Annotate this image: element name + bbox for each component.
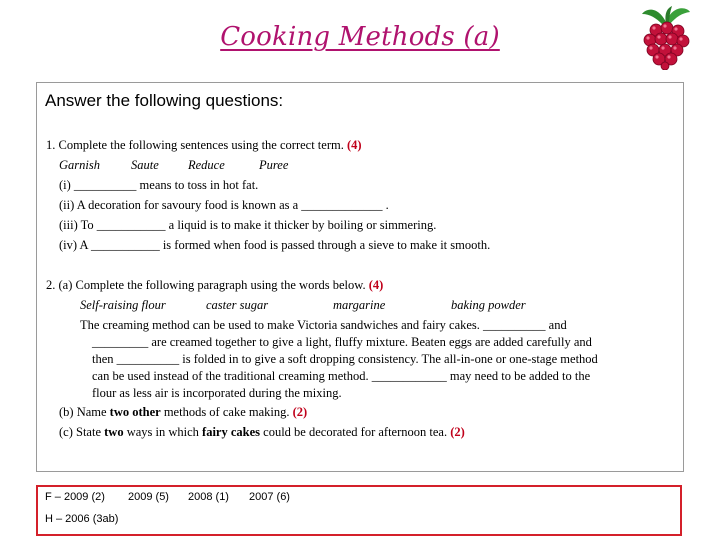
q2c-text: (c) State bbox=[59, 425, 105, 439]
exam-references-box bbox=[36, 485, 682, 536]
q1-item: (iv) A ___________ is formed when food is passed through a sieve to make it smooth. bbox=[59, 238, 491, 252]
q2c-emphasis: fairy cakes bbox=[202, 425, 261, 439]
q2c-line bbox=[59, 424, 465, 440]
q2b-marks: (2) bbox=[292, 405, 308, 419]
q2c-text: could be decorated for afternoon tea. bbox=[260, 425, 451, 439]
q2-word: margarine bbox=[333, 298, 386, 312]
q1-item: (iii) To ___________ a liquid is to make it thicker by boiling or simmering. bbox=[59, 218, 437, 232]
reference-2007: 2007 (6) bbox=[249, 491, 290, 503]
q2-marks: (4) bbox=[368, 278, 384, 292]
q2b-text: methods of cake making. bbox=[160, 405, 293, 419]
q1-term: Garnish bbox=[59, 158, 100, 172]
q1-term: Reduce bbox=[188, 158, 225, 172]
q2-paragraph-line: flour as less air is incorporated during the mixing. bbox=[92, 386, 342, 400]
q1-term: Saute bbox=[131, 158, 159, 172]
q2c-text: ways in which bbox=[123, 425, 203, 439]
q2-word: Self-raising flour bbox=[80, 298, 166, 312]
q2c-marks: (2) bbox=[450, 425, 465, 439]
reference-f: F – 2009 (2) bbox=[45, 491, 105, 503]
reference-h: H – 2006 (3ab) bbox=[45, 513, 119, 525]
instructions-heading: Answer the following questions: bbox=[45, 91, 284, 110]
q1-item: (ii) A decoration for savoury food is known as a _____________ . bbox=[59, 198, 389, 212]
q2b-emphasis: two other bbox=[109, 405, 161, 419]
q2-paragraph-line: then __________ is folded in to give a soft dropping consistency. The all-in-one or one-stage method bbox=[92, 352, 598, 366]
q2-paragraph-line: _________ are creamed together to give a light, fluffy mixture. Beaten eggs are added carefully and bbox=[92, 335, 592, 349]
questions-box bbox=[36, 82, 684, 472]
q2b-line bbox=[59, 404, 307, 420]
q2-stem: 2. (a) Complete the following paragraph using the words below. bbox=[46, 278, 366, 292]
q1-marks: (4) bbox=[346, 138, 362, 152]
page-title: Cooking Methods (a) bbox=[220, 22, 500, 52]
q2-word: caster sugar bbox=[206, 298, 269, 312]
q1-stem: 1. Complete the following sentences using the correct term. bbox=[46, 138, 344, 152]
q1-item: (i) __________ means to toss in hot fat. bbox=[59, 178, 259, 192]
reference-2008: 2008 (1) bbox=[188, 491, 229, 503]
q2c-emphasis: two bbox=[104, 425, 124, 439]
q2-stem-line bbox=[46, 277, 383, 293]
q1-term: Puree bbox=[259, 158, 289, 172]
q2-word: baking powder bbox=[451, 298, 526, 312]
q2-paragraph-line: can be used instead of the traditional creaming method. ____________ may need to be added to the bbox=[92, 369, 591, 383]
q2b-text: (b) Name bbox=[59, 405, 110, 419]
raspberry-icon bbox=[636, 4, 696, 70]
q2-paragraph-line: The creaming method can be used to make Victoria sandwiches and fairy cakes. __________ and bbox=[80, 318, 567, 332]
q1-stem-line bbox=[46, 137, 362, 153]
reference-2009: 2009 (5) bbox=[128, 491, 169, 503]
